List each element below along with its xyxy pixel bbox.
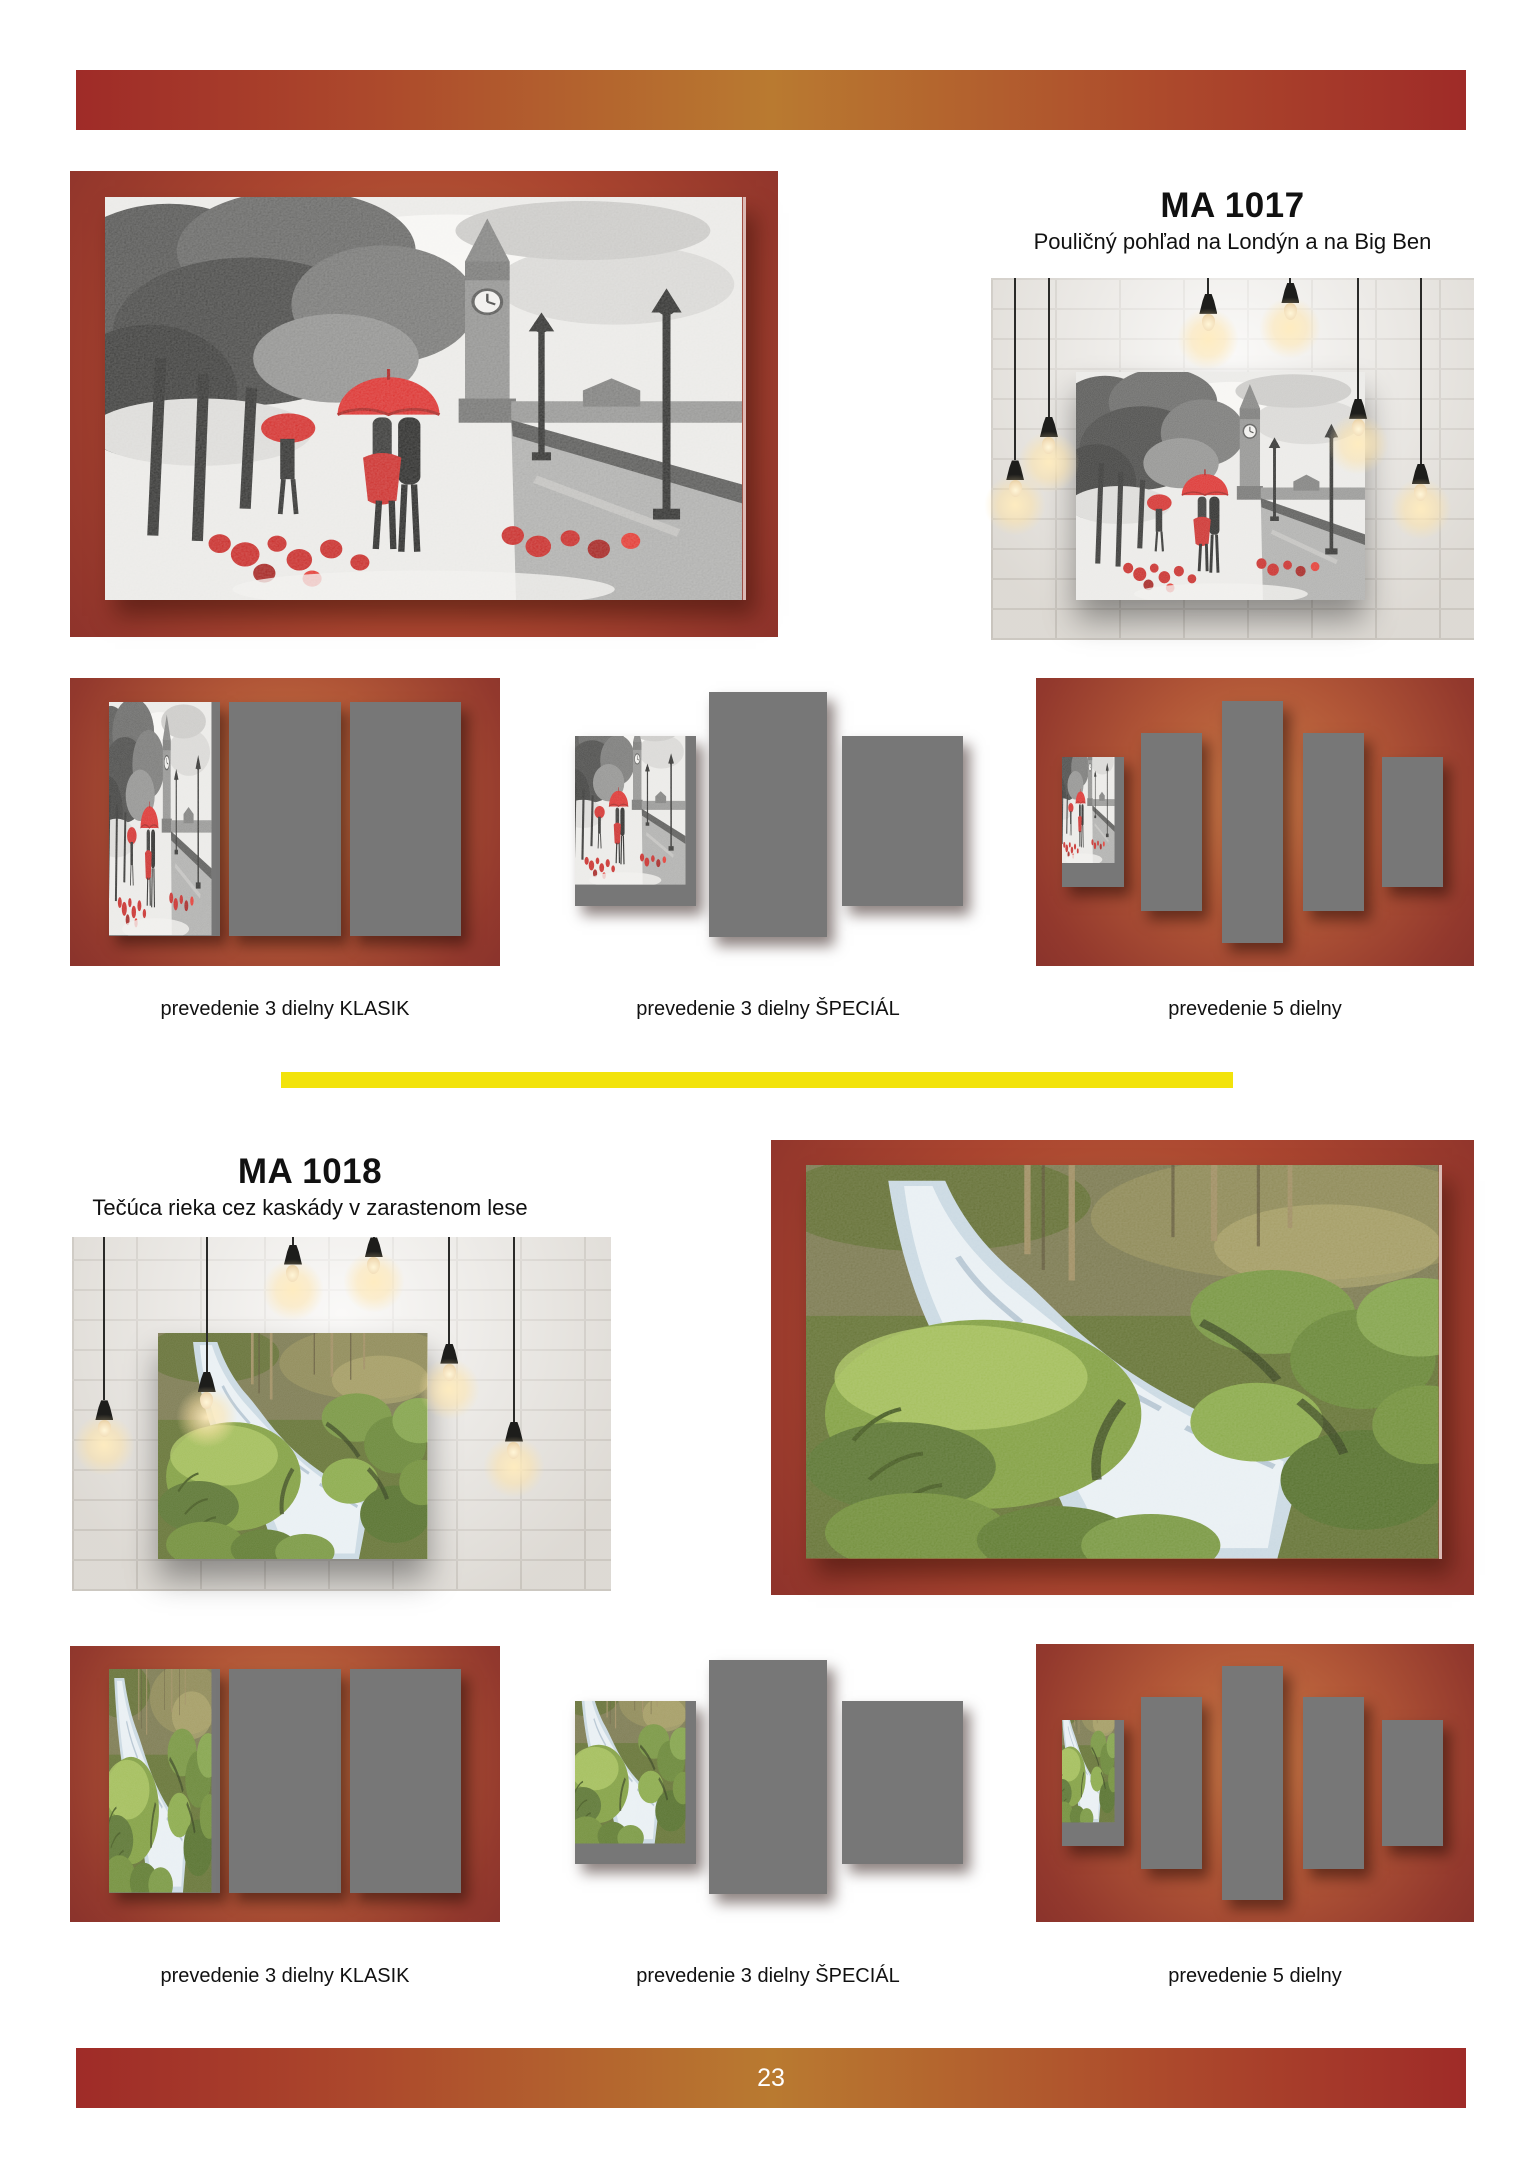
pendant-lamp-icon [1335,278,1381,441]
canvas-panel [1141,1697,1202,1869]
top-divider-bar [76,70,1466,130]
canvas-panel [709,1660,827,1895]
pendant-lamp-icon [491,1237,537,1464]
canvas-panel [575,736,695,906]
canvas-panel [229,702,341,935]
yellow-divider-bar [281,1072,1233,1088]
variant-label: prevedenie 3 dielny KLASIK [160,998,410,1020]
ma1017-main-image [70,171,778,637]
canvas-panel [1062,1720,1123,1845]
pendant-lamp-icon [1267,278,1313,325]
ma1018-variant-3piece-special [549,1646,987,1922]
bottom-page-bar [76,2048,1466,2108]
ma1018-canvas [806,1165,1442,1559]
ma1018-wall-mockup [72,1237,611,1591]
ma1017-wall-mockup [991,278,1474,640]
pendant-lamp-icon [1185,278,1231,336]
ma1017-variant-3piece-special [549,678,987,966]
canvas-panel [709,692,827,937]
canvas-panel [350,702,462,935]
london-painting [105,197,742,600]
canvas-panel [350,1669,462,1893]
variant-label: prevedenie 3 dielny ŠPECIÁL [636,998,900,1020]
product-code: MA 1017 [1160,186,1305,225]
canvas-panel [1303,733,1364,912]
canvas-panel [1062,757,1123,887]
product-code: MA 1018 [237,1152,383,1191]
ma1017-variant-3piece-klasik [70,678,500,966]
canvas-panel [1141,733,1202,912]
canvas-panel [109,1669,221,1893]
variant-label: prevedenie 3 dielny ŠPECIÁL [636,1965,900,1987]
canvas-panel [109,702,221,935]
ma1017-mockup-canvas [1076,372,1366,600]
pendant-lamp-icon [351,1237,397,1279]
forest-stream-photo [806,1165,1439,1559]
ma1018-variant-5piece [1036,1644,1474,1922]
pendant-lamp-icon [81,1237,127,1442]
pendant-lamp-icon [426,1237,472,1386]
canvas-panel [575,1701,695,1864]
canvas-panel [1222,1666,1283,1900]
pendant-lamp-icon [1398,278,1444,506]
canvas-panel [842,1701,962,1864]
pendant-lamp-icon [184,1237,230,1414]
canvas-panel [229,1669,341,1893]
canvas-panel [1222,701,1283,943]
canvas-panel [1382,757,1443,887]
product-description: Tečúca rieka cez kaskády v zarastenom lese [92,1195,528,1220]
ma1017-info [991,186,1474,255]
ma1018-info [70,1152,550,1221]
variant-label: prevedenie 3 dielny KLASIK [160,1965,410,1987]
ma1017-variant-5piece [1036,678,1474,966]
canvas-panel [1382,1720,1443,1845]
product-description: Pouličný pohľad na Londýn a na Big Ben [1033,229,1432,254]
ma1018-main-image [771,1140,1474,1595]
page-number: 23 [757,2063,785,2092]
variant-label: prevedenie 5 dielny [1168,998,1342,1020]
pendant-lamp-icon [1026,278,1072,459]
ma1018-variant-3piece-klasik [70,1646,500,1922]
variant-label: prevedenie 5 dielny [1168,1965,1342,1987]
ma1017-canvas [105,197,745,600]
canvas-panel [1303,1697,1364,1869]
pendant-lamp-icon [270,1237,316,1287]
canvas-panel [842,736,962,906]
london-painting [1076,372,1366,600]
